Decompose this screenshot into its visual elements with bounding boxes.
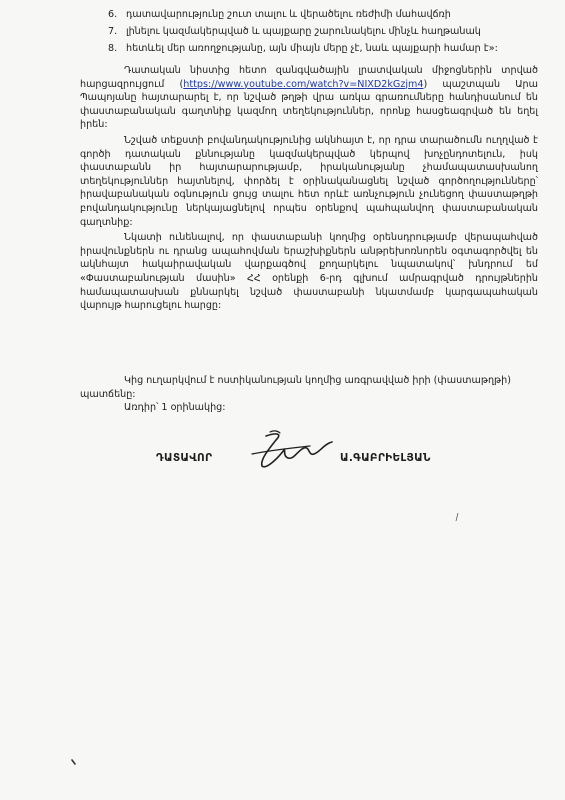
list-item: [108, 23, 548, 40]
attachment-line: Կից ուղարկվում է ոստիկանության կողմից առգրավված իրի (փաստաթղթի) պատճենը:: [80, 375, 511, 400]
list-number: 8.: [108, 43, 118, 54]
list-text: լինելու կազմակերպված և պայքարը շարունակելու մինչև հաղթանակ: [126, 26, 481, 37]
stray-pen-mark: [454, 512, 460, 522]
paragraph-text: Դատական նիստից հետո զանգվածային լրատվական միջոցներին տրված հարցազրույցում (: [80, 65, 538, 90]
handwritten-signature: [248, 428, 340, 472]
list-number: 7.: [108, 26, 118, 37]
paragraph-content: Նշված տեքստի բովանդակությունից ակնհայտ է, որ դրա տարածումն ուղղված է գործի դատական քննությանը կազմակերպված կերպով խոչընդոտելուն, իսկ փաստաբանն իր հայտարարությամբ, իրականությանը չհամապատասխանող տեղեկություններ հայտնելով, փորձել է օրինականացնել նշված գործողությունները՝ իրավաբանական օգնություն ցույց տալու հետ որևէ առնչություն չունեցող փաստաթղթի բովանդակությունը ներկայացնելով որպես օրենքով պահպանվող փաստաբանական գաղտնիք:: [80, 134, 538, 228]
paragraph-text: ) պաշտպան Արա Պապոյանը հայտարարել է, որ նշված թղթի վրա առկա գրառումները հանդիսանում են փաստաբանական գաղտնիք կազմող տեղեկություններ, որոնք հասցեագրված են եղել իրեն:: [80, 78, 538, 131]
paragraph-interview: [80, 64, 538, 132]
attachment-note: [80, 374, 538, 415]
list-text: հետևել մեր առողջությանը, այն միայն մերը չէ, նաև պայքարի համար է»:: [126, 43, 498, 54]
body-text: [80, 64, 538, 315]
attachment-count: Առդիր՝ 1 օրինակից:: [124, 402, 226, 414]
stray-ink-dot: [70, 758, 78, 766]
list-text: դատավարությունը շուտ տալու և վերածելու ռեժիմի մահավճռի: [126, 9, 451, 20]
list-number: 6.: [108, 9, 118, 20]
list-item: [108, 6, 548, 23]
paragraph-request: Նկատի ունենալով, որ փաստաբանի կողմից օրենսդրությամբ վերապահված իրավունքներն ու դրանց ապահովման երաշխիքներն անթրեխոռնորեն օգտագործվել են ակնհայտ հակաիրավական վարքագծով քողարկելու նպատակով՝ խնդրում եմ «Փաստաբանության մասին» ՀՀ օրենքի 6-րդ գլխում ամրագրված դրույթներին համապատասխան քննարկել նշված փաստաբանի նկատմամբ կարգապահական վարույթ հարուցելու հարցը:: [80, 232, 538, 312]
signer-name: Ա.ԳԱԲՐԻԵԼՅԱՆ: [340, 452, 431, 464]
list-item: [108, 40, 548, 57]
numbered-list: [108, 6, 548, 57]
signer-title: ԴԱՏԱՎՈՐ: [156, 452, 213, 464]
youtube-link[interactable]: https://www.youtube.com/watch?v=NIXD2kGzjm4: [183, 78, 424, 90]
